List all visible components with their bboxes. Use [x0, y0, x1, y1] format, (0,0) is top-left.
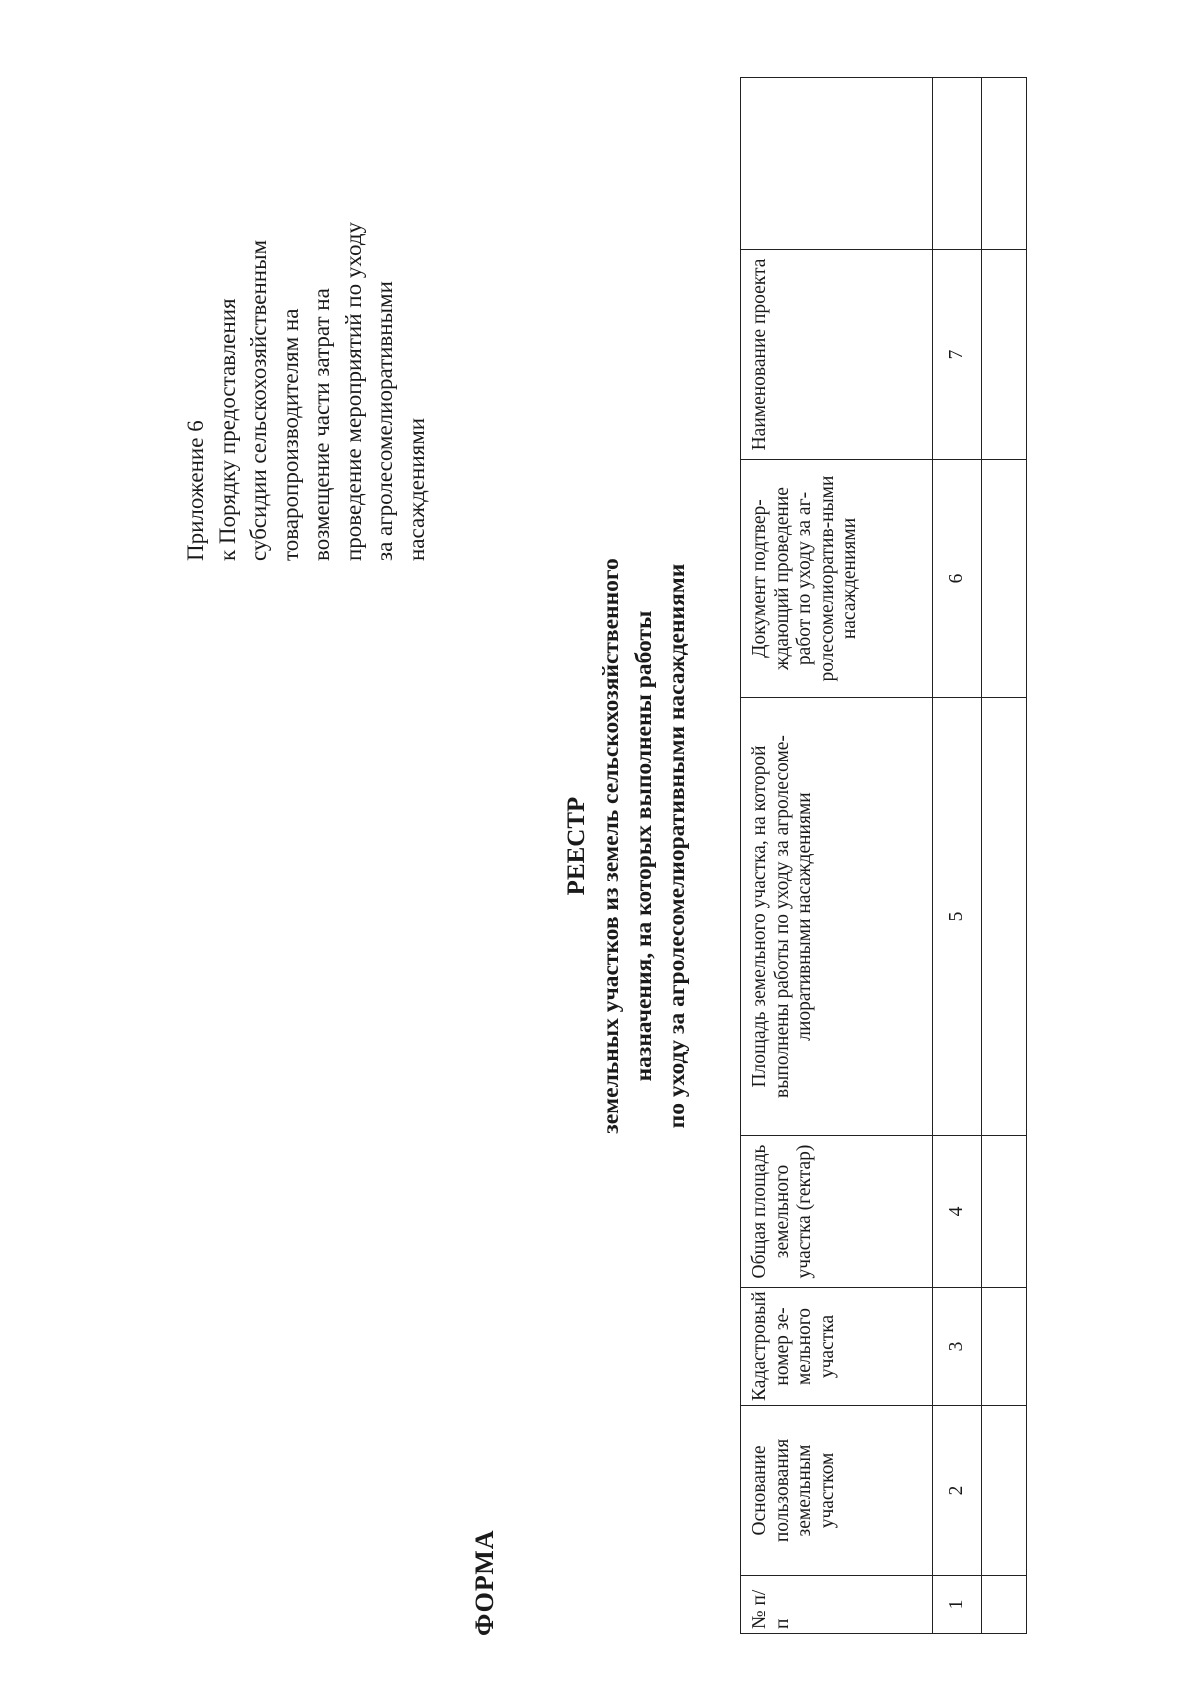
column-number: 5 — [933, 698, 982, 1136]
registry-table — [740, 77, 1027, 1634]
column-header: Наименование проекта — [741, 250, 933, 460]
title-line: земельных участков из земель сельскохозяйственного — [598, 558, 624, 1134]
appendix-line: проведение мероприятий по уходу — [340, 221, 366, 561]
column-number: 1 — [933, 1576, 982, 1634]
table-cell — [982, 250, 1027, 460]
appendix-line: к Порядку предоставления — [214, 298, 240, 561]
table-cell — [982, 1406, 1027, 1576]
table-cell — [982, 460, 1027, 698]
form-label: ФОРМА — [470, 1529, 499, 1636]
column-header: Площадь земельного участка, на которой выполнены работы по уходу за агролесоме-лиоративными насаждениями — [741, 698, 933, 1136]
column-header: Основание пользования земельным участком — [741, 1406, 933, 1576]
appendix-line: товаропроизводителям на — [277, 308, 303, 561]
column-number: 4 — [933, 1136, 982, 1288]
column-header: Кадастровый номер зе-мельного участка — [741, 1288, 933, 1406]
table-cell — [982, 1288, 1027, 1406]
column-number: 2 — [933, 1406, 982, 1576]
table-row — [982, 78, 1027, 1634]
column-number-row — [933, 78, 982, 1634]
column-header-blank — [741, 78, 933, 250]
appendix-line: за агролесомелиоративными — [372, 281, 397, 561]
table-cell — [933, 78, 982, 250]
table-cell — [982, 78, 1027, 250]
appendix-line: Приложение 6 — [183, 420, 208, 561]
title-heading: РЕЕСТР — [563, 796, 590, 896]
column-header: № п/п — [741, 1576, 933, 1634]
title-line: по уходу за агролесомелиоративными насаждениями — [664, 563, 690, 1129]
table-header-row — [741, 78, 933, 1634]
appendix-line: возмещение части затрат на — [309, 288, 334, 561]
column-number: 3 — [933, 1288, 982, 1406]
appendix-line: насаждениями — [403, 417, 429, 561]
appendix-note — [180, 41, 432, 561]
column-number: 6 — [933, 460, 982, 698]
table-cell — [982, 1136, 1027, 1288]
title-line: назначения, на которых выполнены работы — [631, 610, 657, 1082]
table-cell — [982, 1576, 1027, 1634]
table-cell — [982, 698, 1027, 1136]
column-header: Общая площадь земельного участка (гектар) — [741, 1136, 933, 1288]
appendix-line: субсидии сельскохозяйственным — [246, 239, 271, 561]
document-title — [560, 96, 694, 1596]
column-header: Документ подтвер-ждающий проведение работ по уходу за аг-ролесомелиоратив-ными насаждениями — [741, 460, 933, 698]
column-number: 7 — [933, 250, 982, 460]
